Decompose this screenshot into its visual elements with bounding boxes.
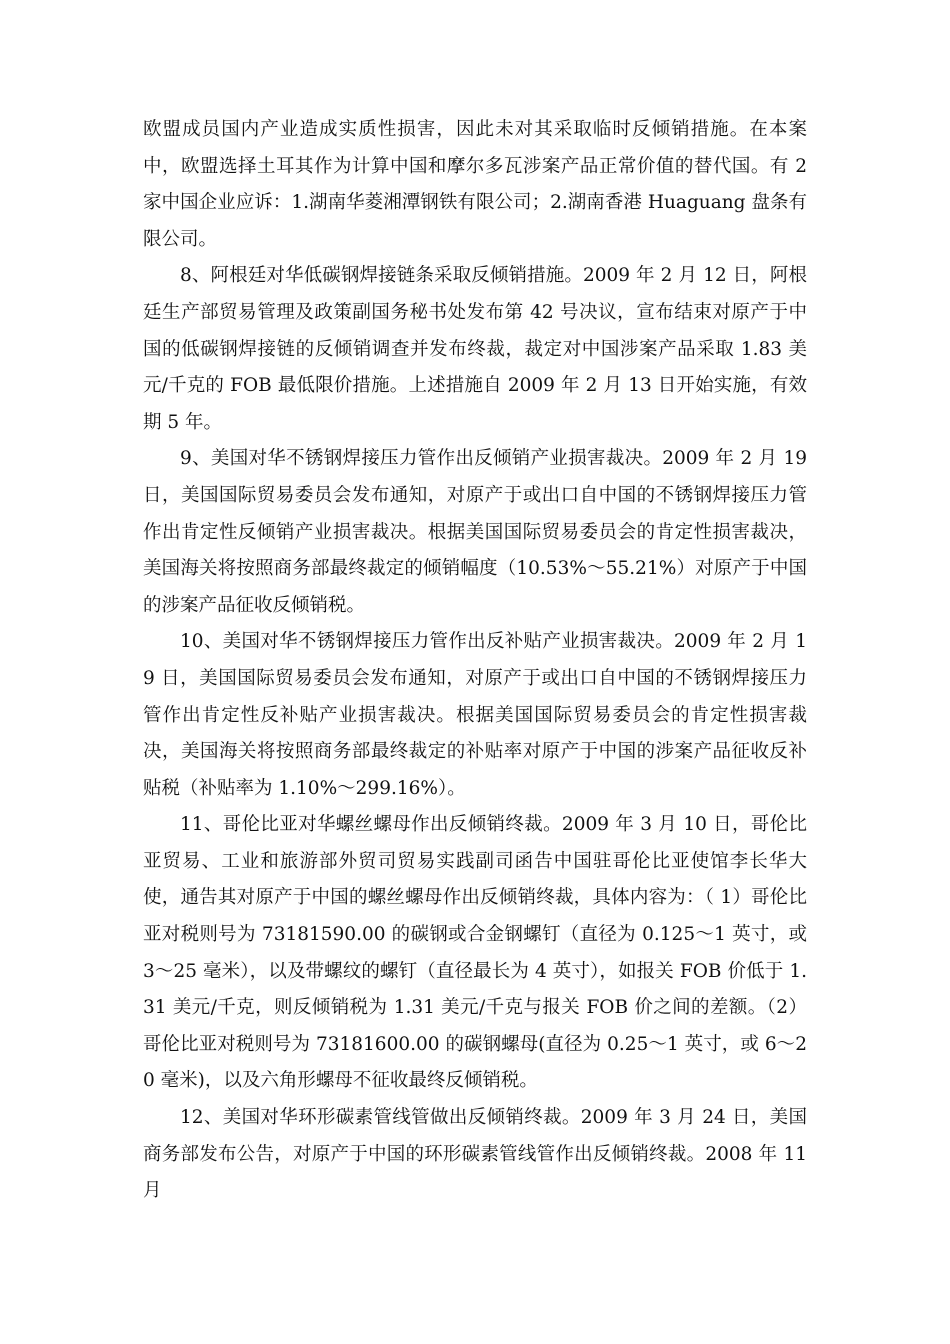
paragraph-eu-continuation: 欧盟成员国内产业造成实质性损害，因此未对其采取临时反倾销措施。在本案中，欧盟选择土耳其作为计算中国和摩尔多瓦涉案产品正常价值的替代国。有 2 家中国企业应诉：1.湖南华菱湘潭钢铁有限公司；2.湖南香港 Huaguang 盘条有限公司。 xyxy=(143,119,807,250)
paragraph-item-12: 12、美国对华环形碳素管线管做出反倾销终裁。2009 年 3 月 24 日，美国商务部发布公告，对原产于中国的环形碳素管线管作出反倾销终裁。2008 年 11 月 xyxy=(143,1107,807,1202)
document-body xyxy=(143,112,807,1210)
paragraph-item-8: 8、阿根廷对华低碳钢焊接链条采取反倾销措施。2009 年 2 月 12 日，阿根廷生产部贸易管理及政策副国务秘书处发布第 42 号决议，宣布结束对原产于中国的低碳钢焊接链的反倾销调查并发布终裁，裁定对中国涉案产品采取 1.83 美元/千克的 FOB 最低限价措施。上述措施自 2009 年 2 月 13 日开始实施，有效期 5 年。 xyxy=(143,265,807,433)
paragraph-item-10: 10、美国对华不锈钢焊接压力管作出反补贴产业损害裁决。2009 年 2 月 19 日，美国国际贸易委员会发布通知，对原产于或出口自中国的不锈钢焊接压力管作出肯定性反补贴产业损害裁决。根据美国国际贸易委员会的肯定性损害裁决，美国海关将按照商务部最终裁定的补贴率对原产于中国的涉案产品征收反补贴税（补贴率为 1.10%～299.16%）。 xyxy=(143,631,807,799)
paragraph-item-9: 9、美国对华不锈钢焊接压力管作出反倾销产业损害裁决。2009 年 2 月 19 日，美国国际贸易委员会发布通知，对原产于或出口自中国的不锈钢焊接压力管作出肯定性反倾销产业损害裁决。根据美国国际贸易委员会的肯定性损害裁决，美国海关将按照商务部最终裁定的倾销幅度（10.53%～55.21%）对原产于中国的涉案产品征收反倾销税。 xyxy=(143,448,807,616)
paragraph-item-11: 11、哥伦比亚对华螺丝螺母作出反倾销终裁。2009 年 3 月 10 日，哥伦比亚贸易、工业和旅游部外贸司贸易实践副司函告中国驻哥伦比亚使馆李长华大使，通告其对原产于中国的螺丝螺母作出反倾销终裁，具体内容为：（ 1）哥伦比亚对税则号为 73181590.00 的碳钢或合金钢螺钉（直径为 0.125～1 英寸，或 3～25 毫米），以及带螺纹的螺钉（直径最长为 4 英寸），如报关 FOB 价低于 1.31 美元/千克，则反倾销税为 1.31 美元/千克与报关 FOB 价之间的差额。（2）哥伦比亚对税则号为 73181600.00 的碳钢螺母(直径为 0.25～1 英寸，或 6～20 毫米)，以及六角形螺母不征收最终反倾销税。 xyxy=(143,814,807,1092)
